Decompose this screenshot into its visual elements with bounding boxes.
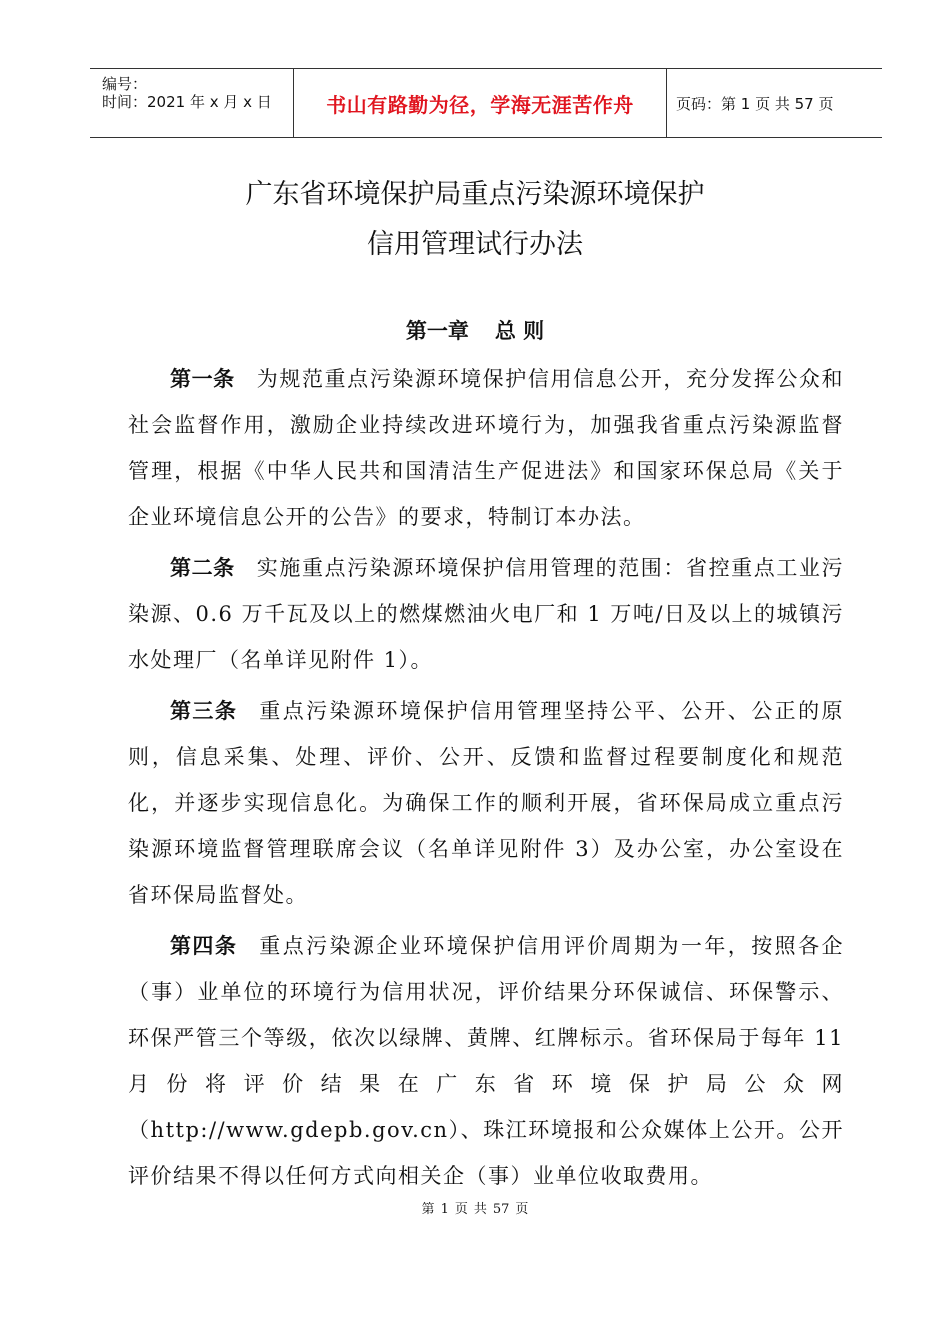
document-body [128, 356, 844, 1204]
article-1 [128, 356, 844, 540]
article-2 [128, 545, 844, 683]
header-motto-cell [293, 69, 667, 137]
article-4 [128, 923, 844, 1199]
chapter-number: 第一章 [405, 319, 469, 343]
document-header [90, 68, 882, 138]
header-page-cell [666, 69, 882, 137]
article-label: 第一条 [170, 367, 235, 391]
header-info-cell [90, 69, 293, 137]
chapter-heading [0, 315, 950, 345]
motto-text: 书山有路勤为径，学海无涯苦作舟 [326, 92, 634, 117]
article-label: 第二条 [170, 556, 235, 580]
footer-page-prefix: 第 [421, 1202, 435, 1217]
article-label: 第四条 [170, 934, 238, 958]
chapter-name: 总 则 [494, 319, 545, 343]
article-3 [128, 688, 844, 918]
date-text: 时间：2021 年 x 月 x 日 [102, 93, 272, 111]
footer-total-unit: 页 [515, 1202, 529, 1217]
article-label: 第三条 [170, 699, 238, 723]
article-text: 实施重点污染源环境保护信用管理的范围：省控重点工业污染源、0.6 万千瓦及以上的燃煤燃油火电厂和 1 万吨/日及以上的城镇污水处理厂（名单详见附件 1）。 [128, 556, 845, 672]
article-text: 重点污染源企业环境保护信用评价周期为一年，按照各企（事）业单位的环境行为信用状况，评价结果分环保诚信、环保警示、环保严管三个等级，依次以绿牌、黄牌、红牌标示。省环保局于每年 11 月份将评价结果在广东省环境保护局公众网（http://www.gdepb.gov.cn）、珠江环境报和公众媒体上公开。公开评价结果不得以任何方式向相关企（事）业单位收取费用。 [128, 934, 845, 1188]
footer-page-unit: 页 [454, 1202, 468, 1217]
document-title-line-2: 信用管理试行办法 [367, 229, 583, 260]
footer-page-number: 1 [440, 1202, 449, 1217]
page-footer [0, 1198, 950, 1217]
header-page-text: 页码：第 1 页 共 57 页 [676, 94, 834, 113]
article-text: 重点污染源环境保护信用管理坚持公平、公开、公正的原则，信息采集、处理、评价、公开、反馈和监督过程要制度化和规范化，并逐步实现信息化。为确保工作的顺利开展，省环保局成立重点污染源环境监督管理联席会议（名单详见附件 3）及办公室，办公室设在省环保局监督处。 [128, 699, 845, 907]
footer-total-prefix: 共 [473, 1202, 487, 1217]
article-text: 为规范重点污染源环境保护信用信息公开，充分发挥公众和社会监督作用，激励企业持续改进环境行为，加强我省重点污染源监督管理，根据《中华人民共和国清洁生产促进法》和国家环保总局《关于企业环境信息公开的公告》的要求，特制订本办法。 [128, 367, 845, 529]
footer-total-pages: 57 [492, 1202, 510, 1217]
document-title-line-1: 广东省环境保护局重点污染源环境保护 [245, 179, 705, 210]
serial-number-label: 编号： [102, 75, 148, 93]
